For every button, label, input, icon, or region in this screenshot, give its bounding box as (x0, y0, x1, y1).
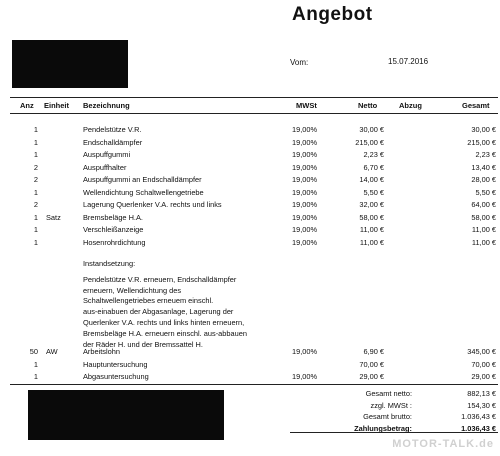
cell-gesamt: 58,00 € (471, 212, 496, 222)
payment-underline (290, 432, 498, 433)
document-date: 15.07.2016 (388, 57, 429, 66)
table-row (0, 237, 500, 248)
cell-gesamt: 215,00 € (467, 137, 496, 147)
cell-bezeichnung: Arbeitslohn (83, 347, 120, 356)
cell-netto: 2,23 € (363, 150, 384, 159)
cell-netto: 30,00 € (359, 125, 384, 134)
totals-row (0, 388, 500, 399)
table-row (0, 199, 500, 210)
description-line: Pendelstütze V.R. erneuern, Endschalldämpfer (83, 274, 237, 284)
cell-gesamt: 29,00 € (471, 372, 496, 381)
cell-netto: 14,00 € (359, 175, 384, 184)
cell-netto: 32,00 € (359, 200, 384, 209)
table-row (0, 174, 500, 185)
cell-anz: 1 (33, 125, 38, 134)
header-anz: Anz (20, 101, 34, 110)
cell-anz: 1 (33, 187, 38, 197)
cell-mwst: 19,00% (292, 347, 318, 356)
cell-mwst: 19,00% (292, 212, 318, 222)
cell-mwst: 19,00% (292, 187, 318, 197)
table-row (0, 371, 500, 382)
totals-value: 1.036,43 € (461, 423, 496, 433)
cell-netto: 70,00 € (359, 359, 384, 369)
description-line: aus-einabuen der Abgasanlage, Lagerung der (83, 307, 234, 317)
watermark: MOTOR-TALK.de (392, 438, 494, 450)
cell-netto: 58,00 € (359, 212, 384, 222)
header-bezeichnung: Bezeichnung (83, 101, 130, 110)
cell-gesamt: 11,00 € (471, 237, 496, 247)
repair-description (83, 259, 283, 350)
cell-bezeichnung: Pendelstütze V.R. (83, 125, 142, 134)
cell-netto: 6,90 € (363, 347, 384, 356)
totals-label: Gesamt brutto: (363, 412, 412, 421)
cell-anz: 1 (33, 150, 38, 159)
table-row (0, 346, 500, 357)
cell-mwst: 19,00% (292, 372, 318, 381)
header-gesamt: Gesamt (462, 101, 490, 110)
cell-anz: 2 (33, 175, 38, 184)
cell-mwst: 19,00% (292, 150, 318, 159)
cell-anz: 2 (33, 162, 38, 172)
table-row (0, 124, 500, 135)
cell-mwst: 19,00% (292, 200, 318, 209)
cell-gesamt: 70,00 € (471, 359, 496, 369)
header-top-rule (10, 97, 498, 98)
cell-netto: 11,00 € (359, 225, 384, 234)
cell-bezeichnung: Auspuffgummi (83, 150, 131, 159)
table-row (0, 212, 500, 223)
cell-bezeichnung: Verschleißanzeige (83, 225, 144, 234)
description-line: der Räder H. und der Bremssattel H. (83, 339, 203, 349)
cell-gesamt: 30,00 € (471, 125, 496, 134)
cell-mwst: 19,00% (292, 162, 318, 172)
cell-anz: 1 (33, 372, 38, 381)
cell-einheit: AW (46, 347, 58, 356)
cell-gesamt: 13,40 € (471, 162, 496, 172)
description-line: Schaltwellengetriebes erneuem einschl. (83, 296, 214, 306)
totals-label: Gesamt netto: (365, 389, 412, 398)
cell-anz: 2 (33, 200, 38, 209)
document-title: Angebot (292, 4, 373, 25)
cell-mwst: 19,00% (292, 237, 318, 247)
table-row (0, 187, 500, 198)
cell-mwst: 19,00% (292, 137, 318, 147)
cell-mwst: 19,00% (292, 175, 318, 184)
totals-row (0, 411, 500, 422)
totals-value: 154,30 € (467, 400, 496, 410)
cell-gesamt: 5,50 € (475, 187, 496, 197)
cell-gesamt: 2,23 € (475, 150, 496, 159)
totals-rule (10, 384, 498, 385)
cell-gesamt: 11,00 € (471, 225, 496, 234)
cell-einheit: Satz (46, 212, 61, 222)
cell-anz: 1 (33, 359, 38, 369)
header-abzug: Abzug (399, 101, 422, 110)
cell-mwst: 19,00% (292, 225, 318, 234)
table-row (0, 359, 500, 370)
cell-netto: 215,00 € (355, 137, 384, 147)
cell-bezeichnung: Auspuffhalter (83, 162, 127, 172)
cell-gesamt: 345,00 € (467, 347, 496, 356)
description-line: erneuern, Wellendichtung des (83, 285, 182, 295)
header-bottom-rule (10, 113, 498, 114)
cell-anz: 1 (33, 212, 38, 222)
cell-anz: 50 (29, 347, 38, 356)
totals-label: Zahlungsbetrag: (354, 423, 412, 433)
cell-mwst: 19,00% (292, 125, 318, 134)
description-heading: Instandsetzung: (83, 259, 136, 268)
totals-row (0, 400, 500, 411)
cell-bezeichnung: Abgasuntersuchung (83, 372, 149, 381)
description-line: Querlenker V.A. rechts und links hinten erneuern, (83, 317, 245, 327)
cell-netto: 29,00 € (359, 372, 384, 381)
cell-bezeichnung: Auspuffgummi an Endschalldämpfer (83, 175, 202, 184)
table-row (0, 149, 500, 160)
cell-bezeichnung: Lagerung Querlenker V.A. rechts und links (83, 200, 222, 209)
description-line: Bremsbeläge H.A. erneuern einschl. aus-abbauen (83, 328, 247, 338)
cell-bezeichnung: Endschalldämpfer (83, 137, 143, 147)
table-row (0, 137, 500, 148)
header-netto: Netto (358, 101, 378, 110)
cell-netto: 5,50 € (363, 187, 384, 197)
cell-bezeichnung: Wellendichtung Schaltwellengetriebe (83, 187, 204, 197)
cell-netto: 11,00 € (359, 237, 384, 247)
date-label: Vom: (290, 58, 309, 67)
table-row (0, 162, 500, 173)
header-einheit: Einheit (44, 101, 70, 110)
cell-bezeichnung: Bremsbeläge H.A. (83, 212, 143, 222)
redacted-address-block (12, 40, 128, 88)
cell-anz: 1 (33, 237, 38, 247)
totals-value: 882,13 € (467, 389, 496, 398)
cell-anz: 1 (33, 225, 38, 234)
cell-anz: 1 (33, 137, 38, 147)
table-row (0, 224, 500, 235)
totals-label: zzgl. MWSt : (370, 400, 412, 410)
cell-gesamt: 64,00 € (471, 200, 496, 209)
cell-netto: 6,70 € (363, 162, 384, 172)
header-mwst: MWSt (296, 101, 317, 110)
totals-value: 1.036,43 € (461, 412, 496, 421)
cell-gesamt: 28,00 € (471, 175, 496, 184)
cell-bezeichnung: Hauptuntersuchung (83, 359, 148, 369)
cell-bezeichnung: Hosenrohrdichtung (83, 237, 146, 247)
